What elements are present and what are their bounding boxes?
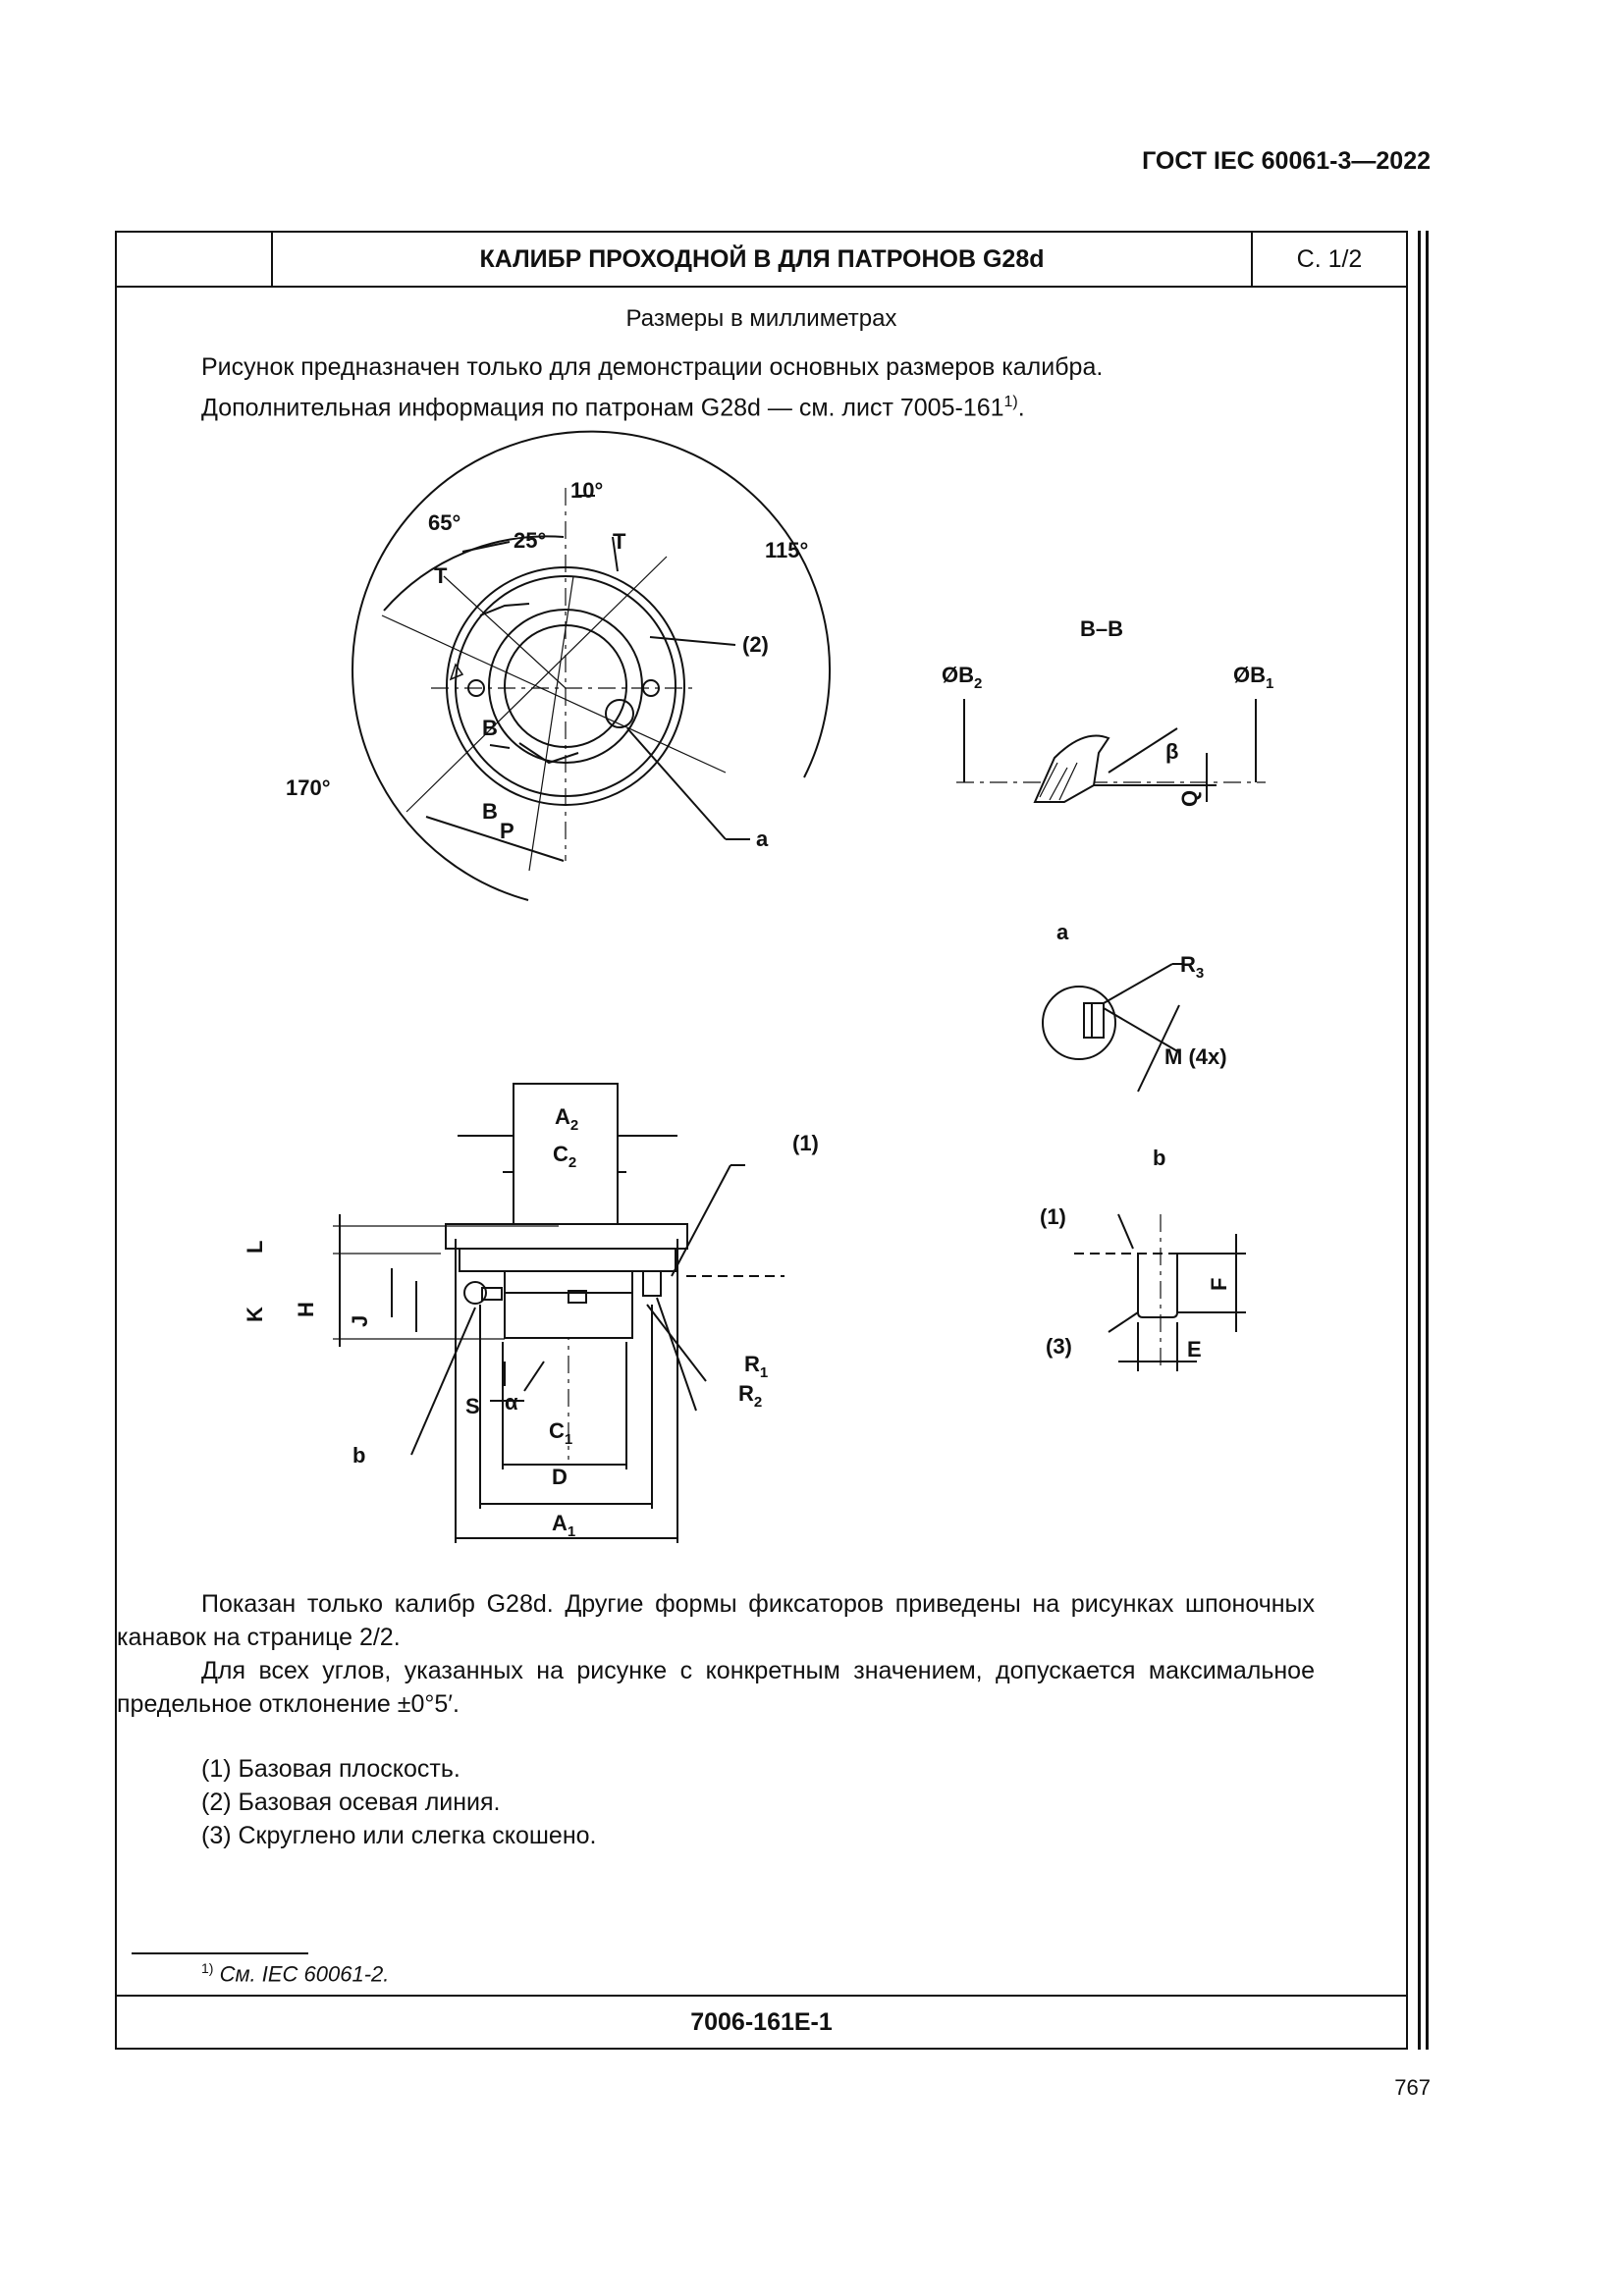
footnote-ref: 1) [1003,394,1018,410]
label-ref-2: (2) [742,632,769,657]
label-T-right: T [613,529,626,554]
gauge-drawing [117,233,1410,1568]
sheet-number: С. 1/2 [1296,244,1363,273]
footnote-rule [132,1952,308,1954]
label-B-bottom: B [482,799,498,824]
footnote: $^{1)}$ См. IEC 60061-2. [201,1960,390,1987]
label-B-top: B [482,716,498,740]
body-paragraph-2: Для всех углов, указанных на рисунке с конкретным значением, допускается максимальное предельное отклонение ±0°5′. [117,1657,1315,1718]
intro-line-1: Рисунок предназначен только для демонстрации основных размеров калибра. [201,353,1104,381]
standard-header: ГОСТ IEC 60061-3—2022 [1142,147,1431,175]
label-R1: $R_1$ [744,1352,769,1381]
body-text [117,1587,1315,1721]
section-profile [1035,736,1109,803]
label-L: L [243,1240,267,1254]
note-item: (3) Скруглено или слегка скошено. [201,1822,597,1849]
label-b: b [352,1443,366,1468]
front-view [243,1084,819,1543]
notes-list [201,1752,596,1852]
label-A2: $A_2$ [555,1104,579,1134]
label-F: F [1207,1277,1231,1291]
detail-b-title: b [1153,1146,1166,1170]
detail-a-title: a [1056,920,1069,944]
angle-170: 170° [286,775,331,800]
label-C2: $C_2$ [553,1142,577,1171]
label-Q: Q [1177,789,1202,807]
label-OB1: $ØB_1$ [1233,663,1274,692]
label-ref-3: (3) [1046,1334,1072,1359]
top-view [286,432,830,900]
angle-115: 115° [765,538,809,562]
angle-25: 25° [514,528,547,553]
label-E: E [1187,1337,1202,1362]
label-alpha: α [505,1390,518,1415]
units-note: Размеры в миллиметрах [625,305,897,332]
section-title: B–B [1080,616,1124,641]
frame-double-line [1418,231,1421,2050]
label-K: K [243,1307,267,1322]
label-R3: $R_3$ [1180,952,1205,982]
label-J: J [348,1314,372,1327]
label-M4x: M (4x) [1164,1044,1227,1069]
label-beta: β [1165,739,1179,764]
label-C1: $C_1$ [549,1418,573,1448]
label-H: H [294,1302,318,1317]
label-OB2: $ØB_2$ [942,663,983,692]
label-ref-1b: (1) [1040,1204,1066,1229]
frame-double-line [1426,231,1429,2050]
angle-10: 10° [570,478,604,503]
label-D: D [552,1465,568,1489]
page-number: 767 [1394,2075,1431,2100]
detail-a [1043,920,1227,1092]
label-R2: $R_2$ [738,1381,763,1411]
label-T-left: T [434,563,448,588]
label-a: a [756,827,769,851]
sheet-frame [115,231,1408,2050]
label-ref-1: (1) [792,1131,819,1155]
label-S: S [465,1394,480,1418]
intro-line-2: Дополнительная информация по патронам G28d — см. лист 7005-161$^{1)}$. [201,394,1025,422]
footer-code: 7006-161E-1 [117,1995,1406,2048]
sheet-title: КАЛИБР ПРОХОДНОЙ В ДЛЯ ПАТРОНОВ G28d [273,233,1253,286]
label-P: P [500,819,514,843]
note-item: (1) Базовая плоскость. [201,1755,460,1783]
note-item: (2) Базовая осевая линия. [201,1789,501,1816]
section-BB [942,616,1273,807]
angle-65: 65° [428,510,461,535]
body-paragraph-1: Показан только калибр G28d. Другие формы фиксаторов приведены на рисунках шпоночных канавок на странице 2/2. [117,1590,1315,1651]
label-A1: $A_1$ [552,1511,576,1540]
body [505,1271,632,1338]
flange [446,1224,687,1249]
detail-b [1040,1146,1246,1371]
